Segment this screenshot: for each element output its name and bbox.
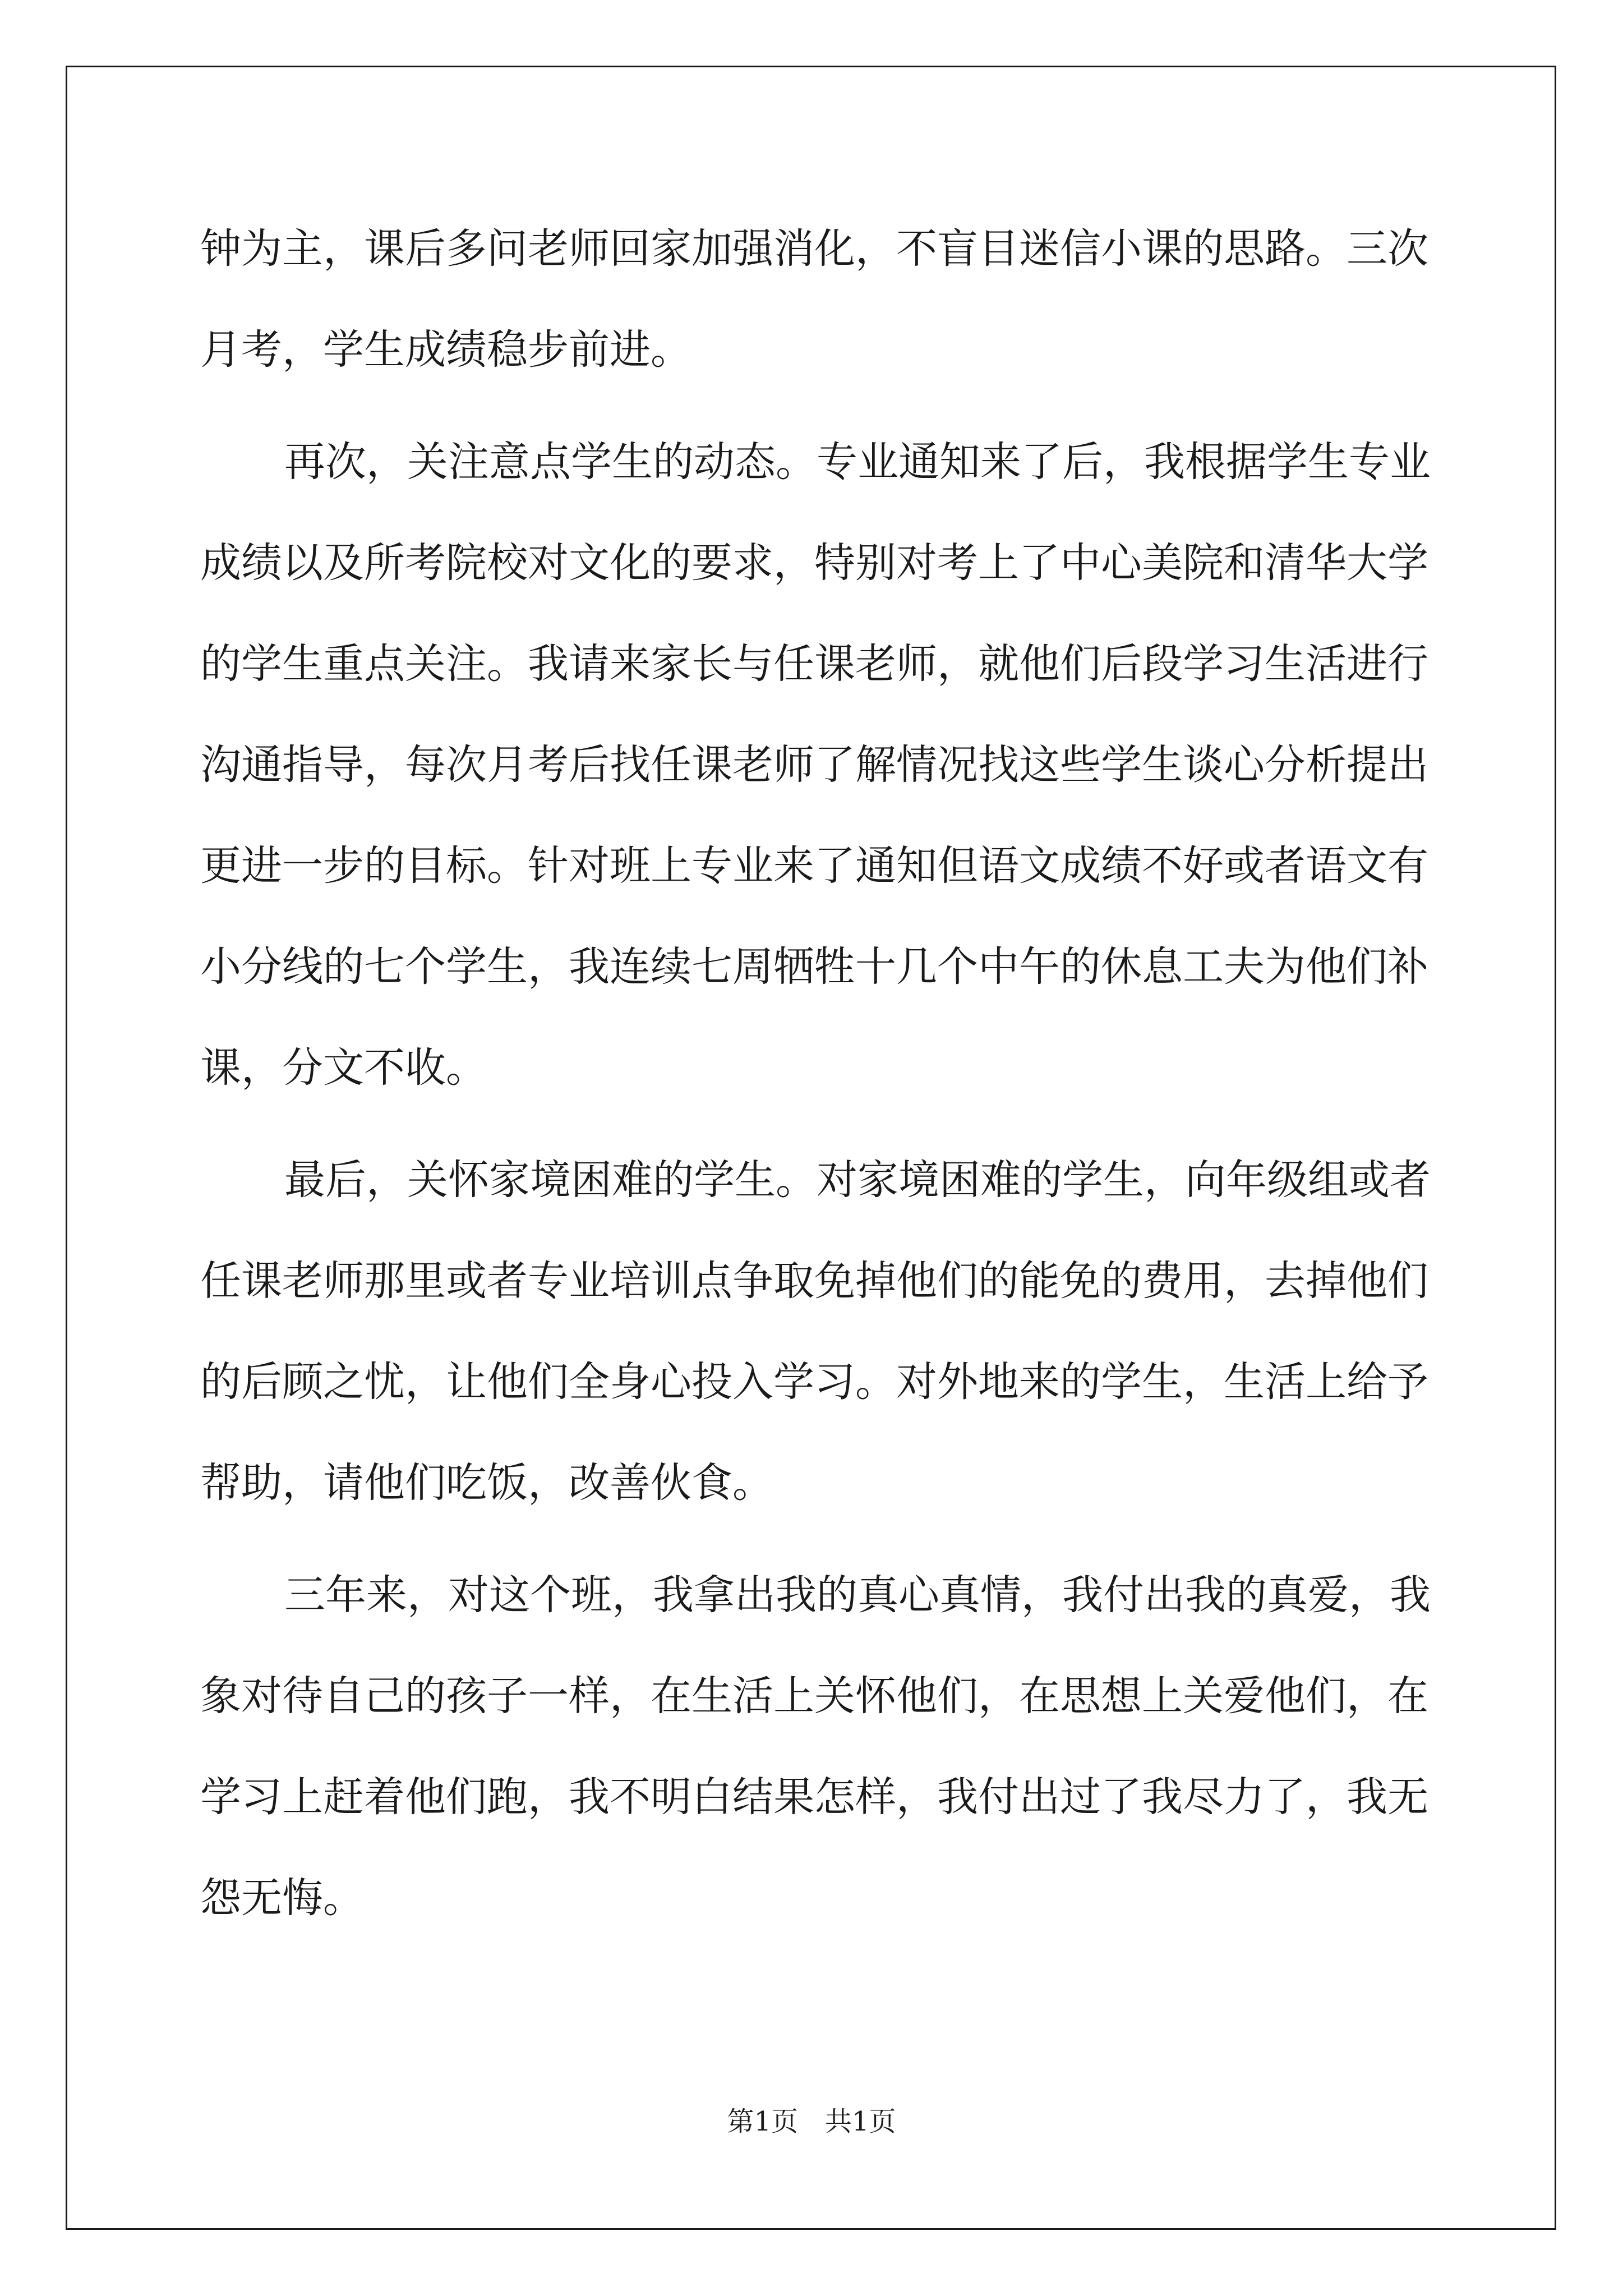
text-line: 沟通指导，每次月考后找任课老师了解情况找这些学生谈心分析提出 — [200, 741, 1428, 789]
text-line: 成绩以及所考院校对文化的要求，特别对考上了中心美院和清华大学 — [200, 539, 1428, 587]
text-line: 再次，关注意点学生的动态。专业通知来了后，我根据学生专业 — [284, 438, 1431, 486]
text-line: 月考，学生成绩稳步前进。 — [200, 326, 691, 374]
text-line: 学习上赶着他们跑，我不明白结果怎样，我付出过了我尽力了，我无 — [200, 1773, 1428, 1821]
text-line: 象对待自己的孩子一样，在生活上关怀他们，在思想上关爱他们，在 — [200, 1672, 1428, 1720]
text-line: 三年来，对这个班，我拿出我的真心真情，我付出我的真爱，我 — [284, 1571, 1431, 1619]
text-line: 的学生重点关注。我请来家长与任课老师，就他们后段学习生活进行 — [200, 640, 1428, 688]
text-line: 钟为主，课后多问老师回家加强消化，不盲目迷信小课的思路。三次 — [200, 225, 1428, 273]
text-line: 最后，关怀家境困难的学生。对家境困难的学生，向年级组或者 — [284, 1156, 1431, 1204]
text-line: 课，分文不收。 — [200, 1044, 487, 1092]
text-line: 任课老师那里或者专业培训点争取免掉他们的能免的费用，去掉他们 — [200, 1257, 1428, 1305]
text-line: 怨无悔。 — [200, 1874, 364, 1922]
text-line: 小分线的七个学生，我连续七周牺牲十几个中午的休息工夫为他们补 — [200, 943, 1428, 991]
text-line: 的后顾之忧，让他们全身心投入学习。对外地来的学生，生活上给予 — [200, 1358, 1428, 1406]
page-footer: 第1页 共1页 — [727, 2106, 896, 2137]
text-line: 更进一步的目标。针对班上专业来了通知但语文成绩不好或者语文有 — [200, 842, 1428, 890]
text-line: 帮助，请他们吃饭，改善伙食。 — [200, 1459, 773, 1507]
